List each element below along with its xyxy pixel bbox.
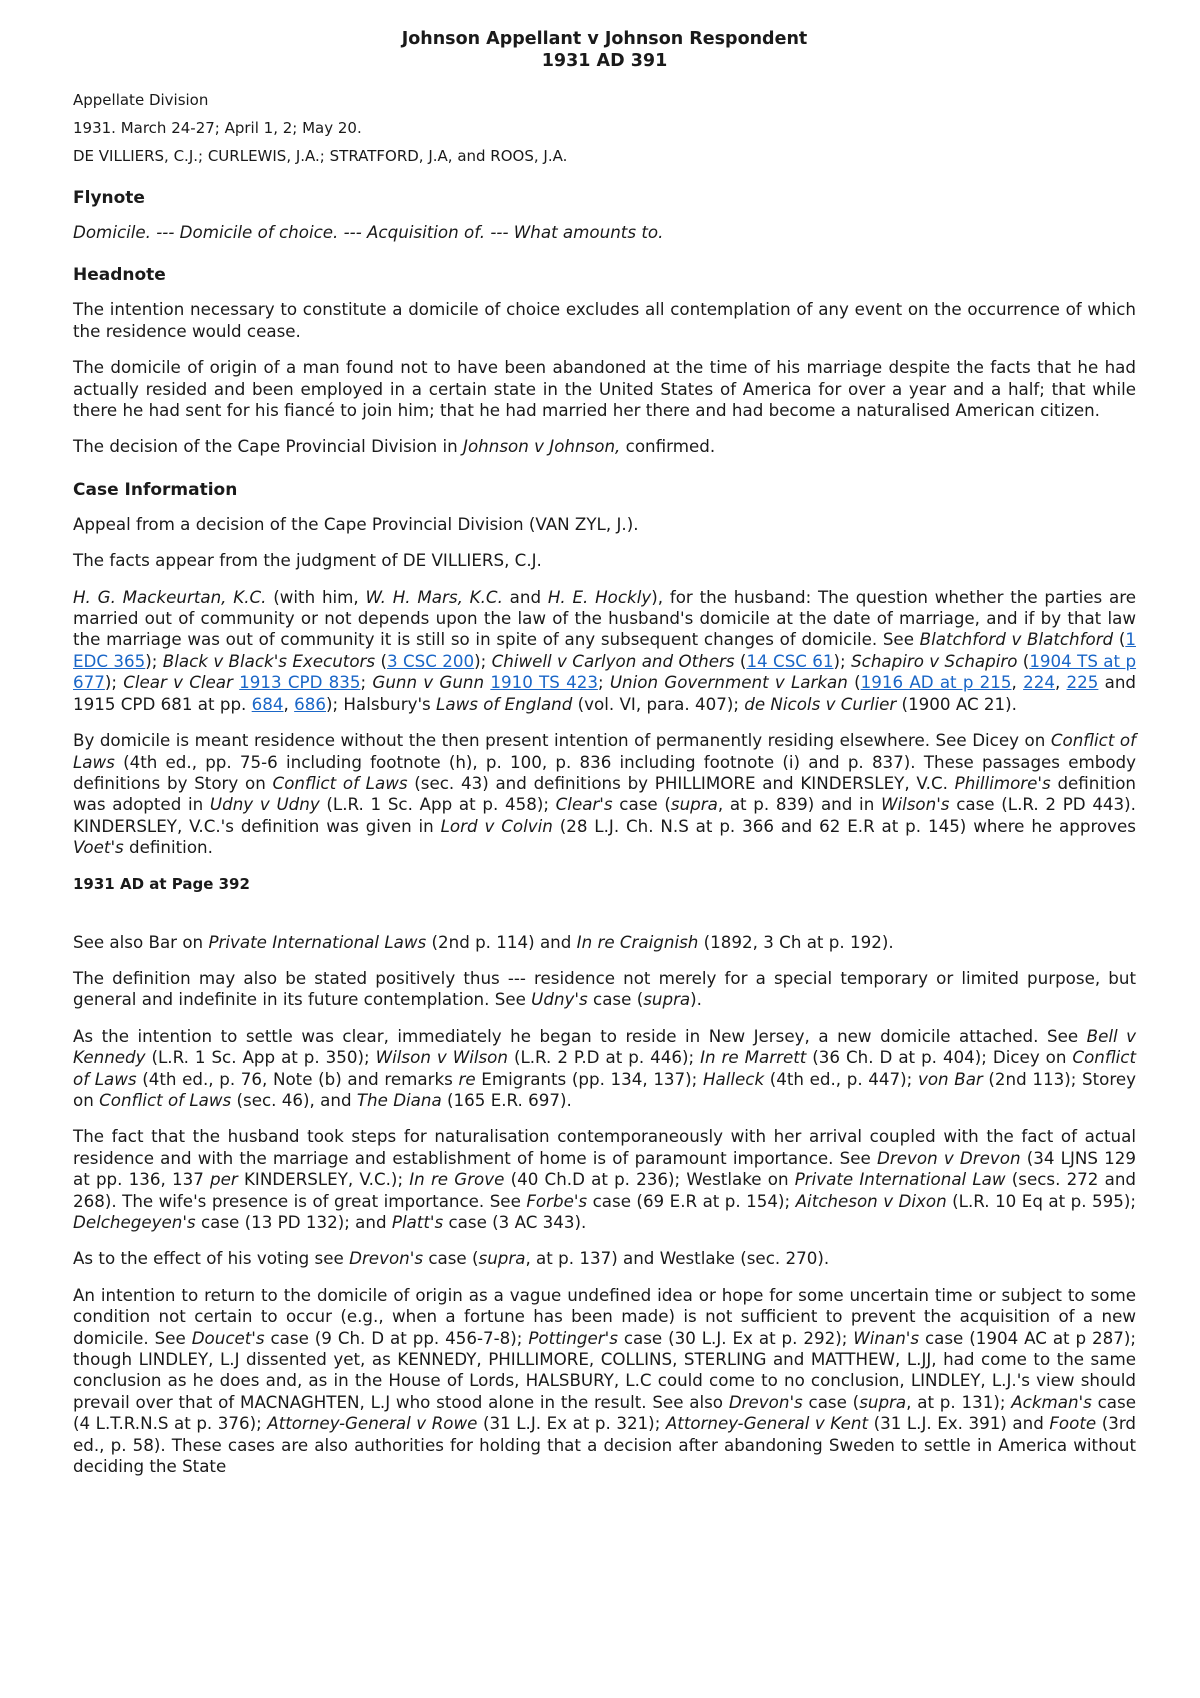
continuation-paragraph bbox=[73, 932, 1136, 953]
case-title-parties: Johnson Appellant v Johnson Respondent bbox=[401, 29, 808, 49]
book-title: Laws of England bbox=[436, 693, 573, 714]
flynote-text-italic: Domicile. --- Domicile of choice. --- Acquisition of. --- What amounts to. bbox=[73, 222, 664, 242]
text-run: case (69 E.R at p. 154); bbox=[587, 1190, 796, 1211]
case-info-heading: Case Information bbox=[73, 479, 238, 500]
text-run: The decision of the Cape Provincial Division in bbox=[73, 436, 464, 457]
case-info-paragraph bbox=[73, 730, 1136, 858]
headnote-paragraph: The intention necessary to constitute a domicile of choice excludes all contemplation of any event on the occurrence of which the residence would cease. bbox=[73, 299, 1136, 341]
case-name: The Diana bbox=[356, 1089, 442, 1110]
case-info-paragraph bbox=[73, 587, 1136, 715]
text-run: definition. bbox=[123, 837, 213, 858]
case-name: Drevon v Drevon bbox=[877, 1147, 1021, 1168]
text-run: (2nd 113); Storey on bbox=[73, 1068, 1136, 1110]
text-run: ; bbox=[597, 672, 610, 693]
italic-term: re bbox=[458, 1068, 476, 1089]
page-marker: 1931 AD at Page 392 bbox=[73, 874, 250, 893]
book-title: Private International Law bbox=[794, 1169, 1006, 1190]
book-title: Conflict of Laws bbox=[99, 1089, 232, 1110]
text-run: , at p. 839) and in bbox=[717, 794, 881, 815]
case-name: Phillimore's bbox=[954, 772, 1051, 793]
hearing-dates: 1931. March 24-27; April 1, 2; May 20. bbox=[73, 119, 362, 137]
case-citation: 1931 AD 391 bbox=[541, 51, 668, 71]
text-run: As to the effect of his voting see bbox=[73, 1248, 350, 1269]
text-run: (sec. 43) and definitions by PHILLIMORE and KINDERSLEY, V.C. bbox=[407, 772, 955, 793]
text-run: case (30 L.J. Ex at p. 292); bbox=[617, 1327, 854, 1348]
case-meta bbox=[73, 90, 1136, 166]
text-run: ); bbox=[104, 672, 124, 693]
book-title: Private International Laws bbox=[208, 931, 427, 952]
supra-ref: supra bbox=[643, 989, 691, 1010]
author-name: Halleck bbox=[702, 1068, 765, 1089]
text-run: ( bbox=[1017, 650, 1030, 671]
continuation-paragraph bbox=[73, 1026, 1136, 1112]
supra-ref: supra bbox=[478, 1248, 526, 1269]
supra-ref: supra bbox=[670, 794, 718, 815]
text-run: By domicile is meant residence without the then present intention of permanently residing elsewhere. See Dicey on bbox=[73, 730, 1051, 751]
italic-term: per bbox=[210, 1169, 238, 1190]
case-name: Schapiro v Schapiro bbox=[851, 650, 1018, 671]
text-run: case (9 Ch. D at pp. 456-7-8); bbox=[264, 1327, 529, 1348]
text-run: case ( bbox=[587, 989, 644, 1010]
text-run: (1892, 3 Ch at p. 192). bbox=[698, 931, 894, 952]
document-page bbox=[73, 28, 1136, 1492]
case-name: de Nicols v Curlier bbox=[744, 693, 897, 714]
text-run: confirmed. bbox=[620, 436, 716, 457]
book-title: Conflict of Laws bbox=[73, 730, 1136, 772]
citation-link[interactable]: 224 bbox=[1023, 672, 1055, 693]
text-run: and 1915 CPD 681 at pp. bbox=[73, 672, 1137, 714]
case-name: Bell v Kennedy bbox=[73, 1025, 1137, 1068]
case-name: Wilson's bbox=[880, 794, 950, 815]
text-run: (4th ed., p. 76, Note (b) and remarks bbox=[136, 1068, 459, 1089]
case-info-paragraph: The facts appear from the judgment of DE VILLIERS, C.J. bbox=[73, 550, 542, 571]
text-run: ); bbox=[474, 650, 492, 671]
case-name: Drevon's bbox=[728, 1391, 803, 1412]
text-run: ); bbox=[833, 650, 852, 671]
case-name: Delchegeyen's bbox=[73, 1212, 196, 1232]
text-run: ( bbox=[847, 672, 861, 693]
case-name: Doucet's bbox=[191, 1327, 265, 1348]
text-run: An intention to return to the domicile of origin as a vague undefined idea or hope for some uncertain time or subject to some condition not certain to occur (e.g., when a fortune has been made) is not sufficient to prevent the acquisition of a new domicile. See bbox=[73, 1284, 1136, 1348]
text-run: The definition may also be stated positively thus --- residence not merely for a special temporary or limited purpose, but general and indefinite in its future contemplation. See bbox=[73, 967, 1136, 1010]
text-run: , bbox=[1011, 672, 1024, 693]
case-name: Voet's bbox=[73, 837, 124, 858]
continuation-paragraph bbox=[73, 1248, 1136, 1269]
headnote-paragraph: The domicile of origin of a man found not to have been abandoned at the time of his marriage despite the facts that he had actually resided and been employed in a certain state in the United States of America for over a year and a half; that while there he had sent for his fiancé to join him; that he had married her there and had become a naturalised American citizen. bbox=[73, 357, 1136, 421]
case-name: In re Grove bbox=[409, 1169, 505, 1190]
text-run: , at p. 131); bbox=[906, 1391, 1012, 1412]
text-run: case ( bbox=[423, 1248, 479, 1269]
citation-link[interactable]: 1904 TS at p 677 bbox=[73, 650, 1137, 693]
text-run: (L.R. 2 P.D at p. 446); bbox=[507, 1047, 701, 1068]
judges-list: DE VILLIERS, C.J.; CURLEWIS, J.A.; STRATFORD, J.A, and ROOS, J.A. bbox=[73, 147, 568, 165]
text-run: ; bbox=[360, 672, 373, 693]
text-run: (34 LJNS 129 at pp. 136, 137 bbox=[73, 1147, 1137, 1190]
citation-link[interactable]: 684 bbox=[251, 693, 284, 714]
case-name: Johnson v Johnson, bbox=[463, 436, 621, 457]
citation-link[interactable]: 686 bbox=[294, 693, 326, 714]
text-run: case (13 PD 132); and bbox=[195, 1212, 392, 1232]
counsel-name: W. H. Mars, K.C. bbox=[365, 586, 503, 607]
headnote-paragraph bbox=[73, 436, 1136, 457]
court-name: Appellate Division bbox=[73, 91, 209, 109]
case-name: Clear's bbox=[555, 794, 613, 815]
case-name: Blatchford v Blatchford bbox=[919, 629, 1114, 650]
text-run: (L.R. 1 Sc. App at p. 350); bbox=[145, 1047, 376, 1068]
text-run: definition was adopted in bbox=[73, 772, 1136, 815]
text-run: ), for the husband: The question whether the parties are married out of community or not depends upon the law of the husband's domicile at the date of marriage, and if by that law the marriage was out of community it is still so in spite of any subsequent changes of domicile. See bbox=[73, 586, 1136, 650]
text-run: case (L.R. 2 PD 443). KINDERSLEY, V.C.'s definition was given in bbox=[73, 794, 1136, 836]
citation-link[interactable]: 14 CSC 61 bbox=[746, 650, 834, 671]
case-name: In re Craignish bbox=[576, 931, 699, 952]
text-run: (L.R. 1 Sc. App at p. 458); bbox=[319, 794, 556, 815]
text-run: case (4 L.T.R.N.S at p. 376); bbox=[73, 1391, 1136, 1434]
text-run: case (1904 AC at p 287); though LINDLEY, L.J dissented yet, as KENNEDY, PHILLIMORE, COLLINS, STERLING and MATTHEW, L.JJ, had come to the same conclusion as he does and, as in the House of Lords, HALSBURY, L.C could come to no conclusion, LINDLEY, L.J.'s view should prevail over that of MACNAGHTEN, L.J who stood alone in the result. See also bbox=[73, 1327, 1137, 1412]
supra-ref: supra bbox=[859, 1391, 907, 1412]
text-run: (31 L.J. Ex. 391) and bbox=[868, 1413, 1050, 1434]
text-run: (40 Ch.D at p. 236); Westlake on bbox=[504, 1169, 795, 1190]
counsel-name: H. G. Mackeurtan, K.C. bbox=[73, 586, 267, 607]
case-name: Black v Black's Executors bbox=[162, 650, 376, 671]
text-run: ( bbox=[1113, 629, 1126, 650]
citation-link[interactable]: 1910 TS 423 bbox=[490, 672, 598, 693]
text-run: case (3 AC 343). bbox=[443, 1212, 587, 1232]
case-info-paragraph: Appeal from a decision of the Cape Provincial Division (VAN ZYL, J.). bbox=[73, 513, 639, 534]
text-run: (vol. VI, para. 407); bbox=[572, 693, 745, 714]
continuation-paragraph bbox=[73, 1126, 1136, 1233]
text-run: (165 E.R. 697). bbox=[441, 1089, 572, 1110]
case-name: Pottinger's bbox=[528, 1327, 618, 1348]
text-run: (with him, bbox=[266, 586, 366, 607]
text-run: (36 Ch. D at p. 404); Dicey on bbox=[806, 1047, 1073, 1068]
case-name: Forbe's bbox=[526, 1190, 588, 1211]
text-run: (3rd ed., p. 58). These cases are also authorities for holding that a decision after abandoning Sweden to settle in America without deciding the State bbox=[73, 1413, 1136, 1477]
continuation-paragraph bbox=[73, 968, 1136, 1011]
case-name: Lord v Colvin bbox=[440, 815, 553, 836]
text-run: , bbox=[1054, 672, 1067, 693]
case-name: Ackman's bbox=[1011, 1391, 1092, 1412]
text-run: ); Halsbury's bbox=[326, 693, 437, 714]
case-name: Winan's bbox=[853, 1327, 920, 1348]
continuation-paragraph bbox=[73, 1285, 1136, 1478]
citation-link[interactable]: 1 EDC 365 bbox=[73, 629, 1136, 671]
flynote-heading: Flynote bbox=[73, 188, 145, 208]
case-name: Gunn v Gunn bbox=[372, 672, 485, 693]
text-run: ). bbox=[690, 989, 702, 1010]
citation-link[interactable]: 1916 AD at p 215 bbox=[860, 672, 1012, 693]
text-run: case ( bbox=[612, 794, 671, 815]
text-run: KINDERSLEY, V.C.); bbox=[237, 1169, 410, 1190]
text-run: (4th ed., pp. 75-6 including footnote (h), p. 100, p. 836 including footnote (i) and p. 837). These passages embody definitions by Story on bbox=[73, 751, 1136, 793]
text-run: (2nd p. 114) and bbox=[426, 931, 577, 952]
text-run: (sec. 46), and bbox=[231, 1089, 357, 1110]
text-run: ( bbox=[375, 650, 387, 671]
citation-link[interactable]: 3 CSC 200 bbox=[387, 650, 475, 671]
text-run: , at p. 137) and Westlake (sec. 270). bbox=[525, 1248, 830, 1269]
counsel-name: H. E. Hockly bbox=[547, 586, 652, 607]
book-title: Conflict of Laws bbox=[272, 772, 408, 793]
text-run: (1900 AC 21). bbox=[896, 693, 1017, 714]
case-name: Udny's bbox=[531, 989, 588, 1010]
author-name: Foote bbox=[1049, 1413, 1097, 1434]
case-title bbox=[73, 28, 1136, 72]
case-name: In re Marrett bbox=[700, 1047, 807, 1068]
text-run: The fact that the husband took steps for naturalisation contemporaneously with her arrival coupled with the fact of actual residence and with the marriage and establishment of home is of paramount importance. See bbox=[73, 1126, 1136, 1168]
case-name: Chiwell v Carlyon and Others bbox=[491, 650, 735, 671]
text-run: (secs. 272 and 268). The wife's presence is of great importance. See bbox=[73, 1169, 1137, 1211]
text-run: , bbox=[283, 693, 295, 714]
text-run: (4th ed., p. 447); bbox=[764, 1068, 918, 1089]
case-name: Clear v Clear bbox=[123, 672, 233, 693]
case-name: Attorney-General v Kent bbox=[665, 1413, 869, 1434]
citation-link[interactable]: 225 bbox=[1066, 672, 1099, 693]
case-name: Attorney-General v Rowe bbox=[267, 1413, 478, 1434]
case-name: Udny v Udny bbox=[209, 794, 320, 815]
case-name: Wilson v Wilson bbox=[375, 1047, 508, 1068]
text-run: (31 L.J. Ex at p. 321); bbox=[477, 1413, 666, 1434]
text-run: case ( bbox=[802, 1391, 860, 1412]
author-name: von Bar bbox=[917, 1068, 983, 1089]
case-name: Platt's bbox=[391, 1212, 444, 1232]
text-run: ); bbox=[145, 650, 163, 671]
text-run: ( bbox=[734, 650, 747, 671]
text-run: (L.R. 10 Eq at p. 595); bbox=[946, 1190, 1136, 1211]
case-name: Aitcheson v Dixon bbox=[795, 1190, 947, 1211]
citation-link[interactable]: 1913 CPD 835 bbox=[239, 672, 361, 693]
text-run: As the intention to settle was clear, immediately he began to reside in New Jersey, a new domicile attached. See bbox=[73, 1025, 1087, 1046]
case-name: Union Government v Larkan bbox=[609, 672, 848, 693]
text-run: (28 L.J. Ch. N.S at p. 366 and 62 E.R at p. 145) where he approves bbox=[552, 815, 1136, 836]
headnote-heading: Headnote bbox=[73, 265, 166, 286]
book-title: Conflict of Laws bbox=[73, 1047, 1136, 1089]
text-run: See also Bar on bbox=[73, 931, 209, 952]
text-run: Emigrants (pp. 134, 137); bbox=[475, 1068, 703, 1089]
text-run: and bbox=[502, 586, 548, 607]
flynote-text bbox=[73, 222, 1136, 243]
case-name: Drevon's bbox=[349, 1248, 424, 1269]
